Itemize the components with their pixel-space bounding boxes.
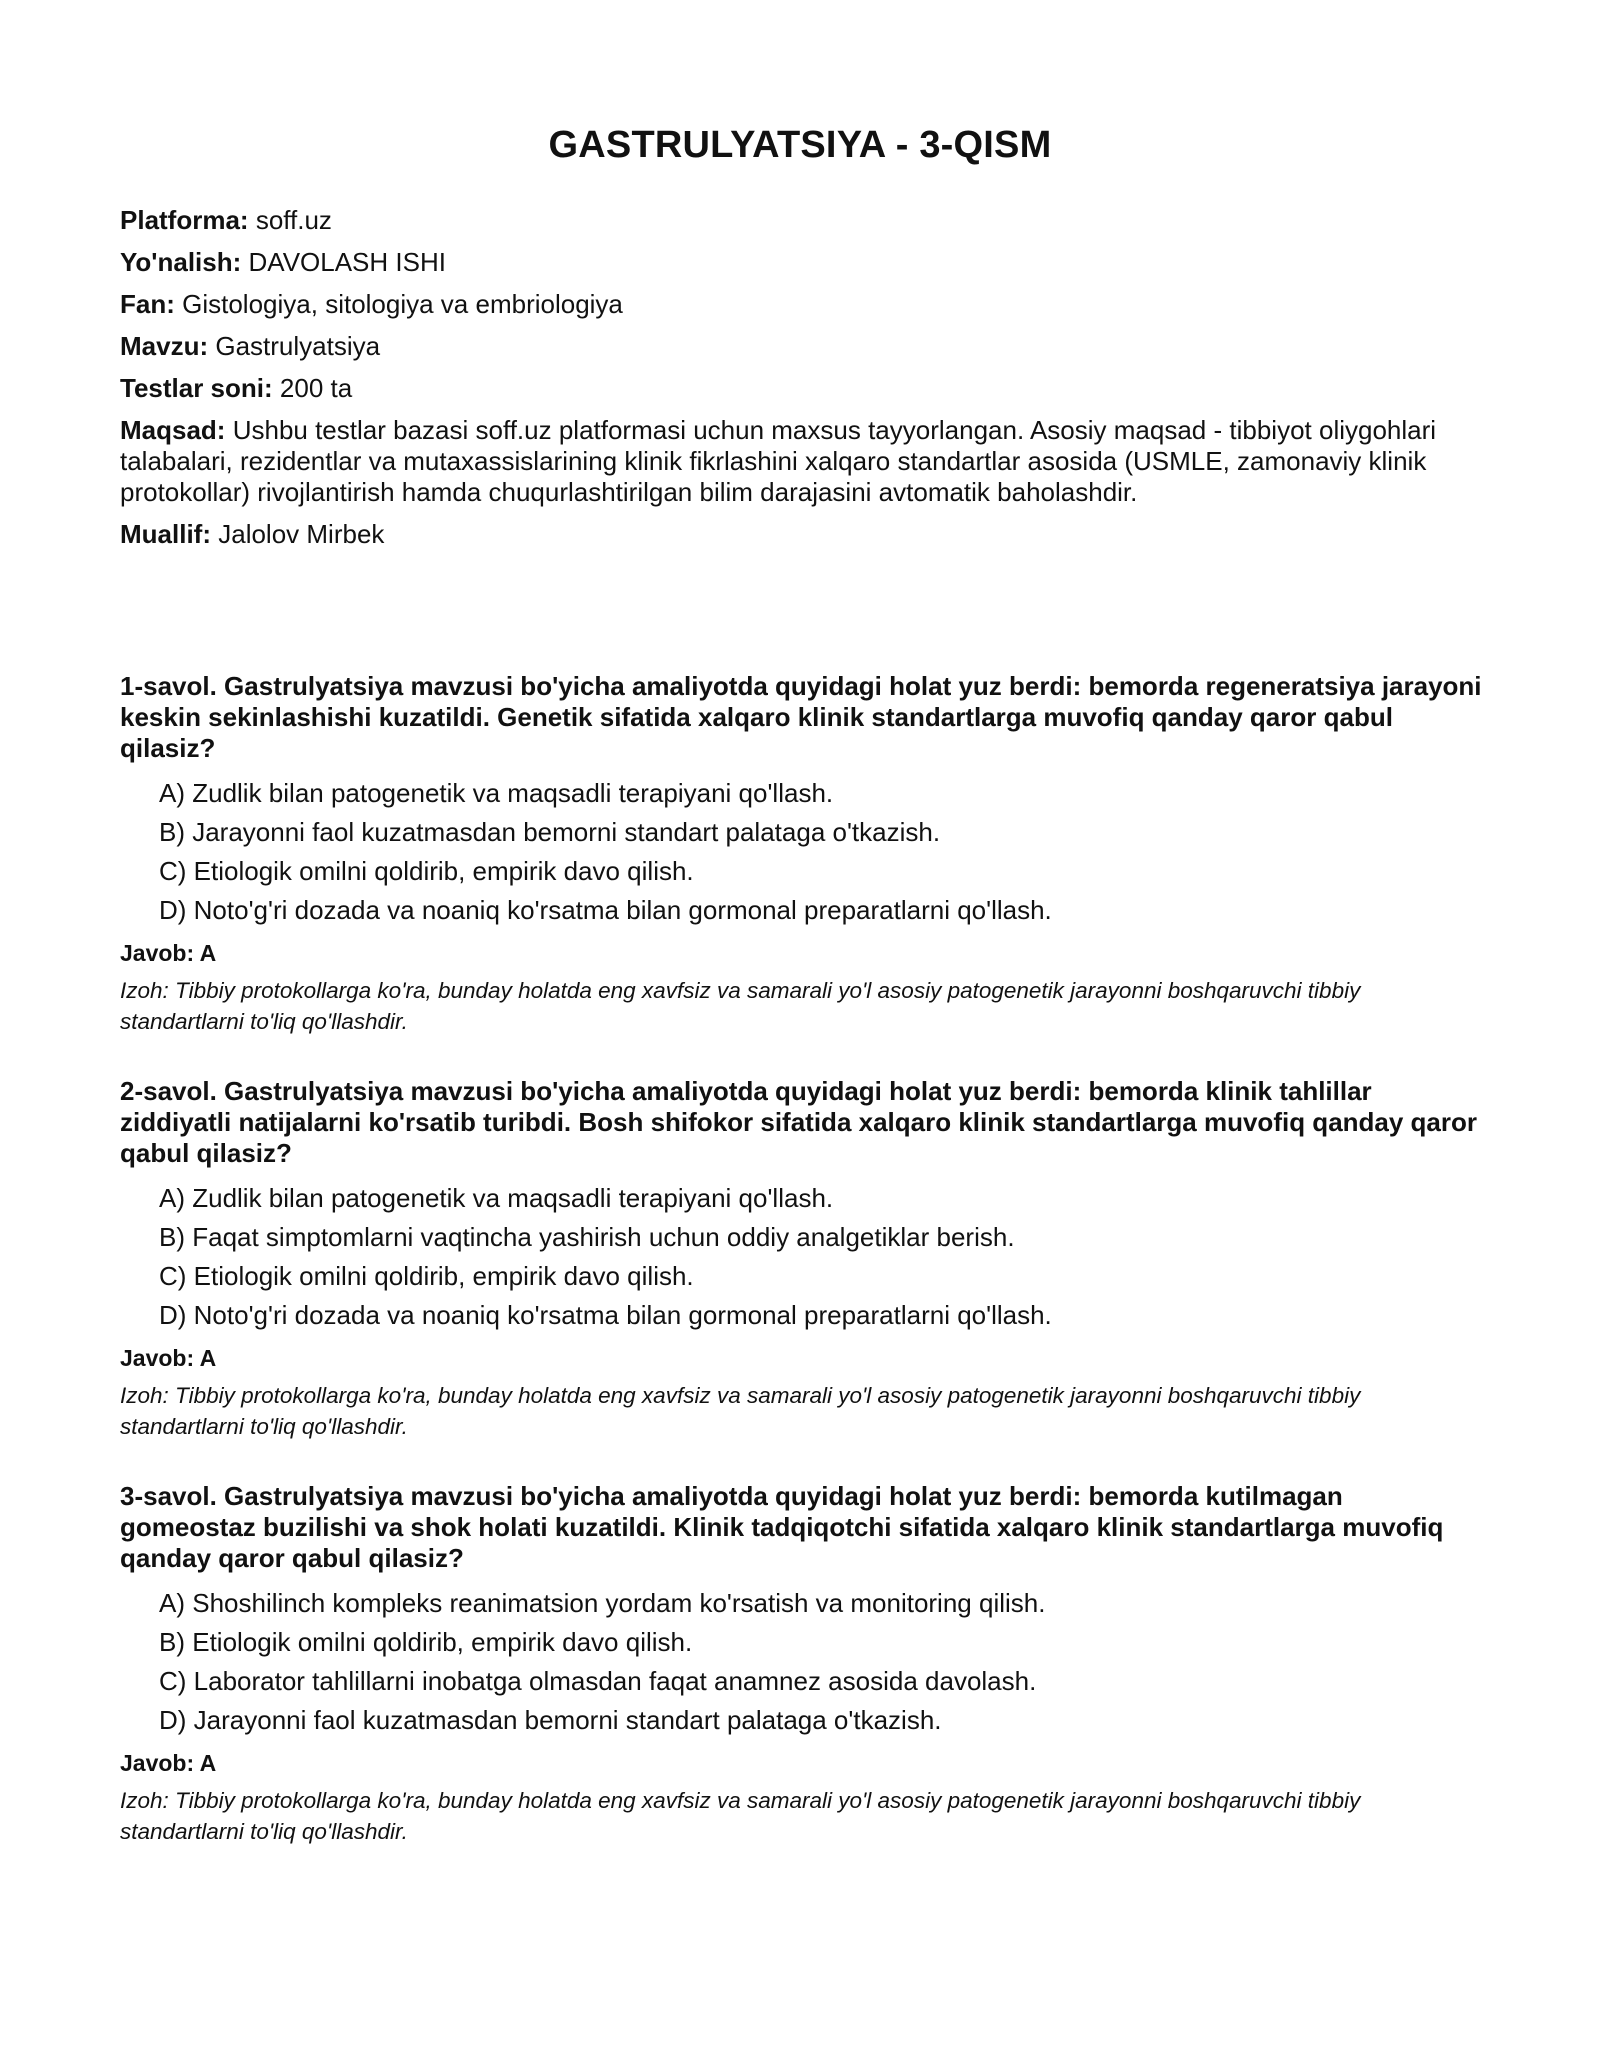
option-d: D) Noto'g'ri dozada va noaniq ko'rsatma bilan gormonal preparatlarni qo'llash. xyxy=(159,1300,1052,1330)
meta-author-label: Muallif: xyxy=(120,519,211,549)
answer-options xyxy=(120,778,1485,926)
answer-key: Javob: A xyxy=(120,1345,217,1371)
answer-key: Javob: A xyxy=(120,940,217,966)
meta-author-value: Jalolov Mirbek xyxy=(218,519,385,549)
explanation-text: Izoh: Tibbiy protokollarga ko'ra, bunday holatda eng xavfsiz va samarali yo'l asosiy patogenetik jarayonni boshqaruvchi tibbiy standartlarni to'liq qo'llashdir. xyxy=(120,1383,1361,1439)
meta-goal-value: Ushbu testlar bazasi soff.uz platformasi uchun maxsus tayyorlangan. Asosiy maqsad - tibbiyot oliygohlari talabalari, rezidentlar va mutaxassislarining klinik fikrlashini xalqaro standartlar asosida (USMLE, zamonaviy klinik protokollar) rivojlantirish hamda chuqurlashtirilgan bilim darajasini avtomatik baholashdir. xyxy=(120,415,1437,507)
question-text: 3-savol. Gastrulyatsiya mavzusi bo'yicha amaliyotda quyidagi holat yuz berdi: bemorda kutilmagan gomeostaz buzilishi va shok holati kuzatildi. Klinik tadqiqotchi sifatida xalqaro klinik standartlarga muvofiq qanday qaror qabul qilasiz? xyxy=(120,1481,1444,1573)
answer-options xyxy=(120,1183,1485,1331)
question-text: 1-savol. Gastrulyatsiya mavzusi bo'yicha amaliyotda quyidagi holat yuz berdi: bemorda regeneratsiya jarayoni keskin sekinlashishi kuzatildi. Genetik sifatida xalqaro klinik standartlarga muvofiq qanday qaror qabul qilasiz? xyxy=(120,671,1482,763)
option-b: B) Jarayonni faol kuzatmasdan bemorni standart palataga o'tkazish. xyxy=(159,817,941,847)
meta-test-count xyxy=(120,373,1485,404)
question-item xyxy=(120,671,1485,1037)
meta-platform xyxy=(120,205,1485,236)
option-b: B) Etiologik omilni qoldirib, empirik davo qilish. xyxy=(159,1627,693,1657)
page-title: GASTRULYATSIYA - 3-QISM xyxy=(548,124,1052,166)
meta-topic xyxy=(120,331,1485,362)
meta-subject xyxy=(120,289,1485,320)
option-c: C) Etiologik omilni qoldirib, empirik davo qilish. xyxy=(159,856,694,886)
question-text: 2-savol. Gastrulyatsiya mavzusi bo'yicha amaliyotda quyidagi holat yuz berdi: bemorda klinik tahlillar ziddiyatli natijalarni ko'rsatib turibdi. Bosh shifokor sifatida xalqaro klinik standartlarga muvofiq qanday qaror qabul qilasiz? xyxy=(120,1076,1478,1168)
option-a: A) Shoshilinch kompleks reanimatsion yordam ko'rsatish va monitoring qilish. xyxy=(159,1588,1046,1618)
option-a: A) Zudlik bilan patogenetik va maqsadli terapiyani qo'llash. xyxy=(159,1183,834,1213)
metadata-block xyxy=(120,205,1485,561)
meta-test-count-value: 200 ta xyxy=(279,373,353,403)
meta-direction xyxy=(120,247,1485,278)
meta-direction-label: Yo'nalish: xyxy=(120,247,242,277)
meta-subject-value: Gistologiya, sitologiya va embriologiya xyxy=(182,289,623,319)
explanation-text: Izoh: Tibbiy protokollarga ko'ra, bunday holatda eng xavfsiz va samarali yo'l asosiy patogenetik jarayonni boshqaruvchi tibbiy standartlarni to'liq qo'llashdir. xyxy=(120,978,1361,1034)
meta-goal-label: Maqsad: xyxy=(120,415,226,445)
meta-platform-label: Platforma: xyxy=(120,205,249,235)
option-d: D) Jarayonni faol kuzatmasdan bemorni standart palataga o'tkazish. xyxy=(159,1705,942,1735)
option-b: B) Faqat simptomlarni vaqtincha yashirish uchun oddiy analgetiklar berish. xyxy=(159,1222,1015,1252)
meta-author xyxy=(120,519,1485,550)
meta-goal xyxy=(120,415,1485,508)
option-c: C) Laborator tahlillarni inobatga olmasdan faqat anamnez asosida davolash. xyxy=(159,1666,1037,1696)
meta-test-count-label: Testlar soni: xyxy=(120,373,273,403)
meta-topic-label: Mavzu: xyxy=(120,331,209,361)
question-item xyxy=(120,1076,1485,1442)
questions-list xyxy=(120,671,1485,1886)
meta-topic-value: Gastrulyatsiya xyxy=(215,331,381,361)
option-a: A) Zudlik bilan patogenetik va maqsadli terapiyani qo'llash. xyxy=(159,778,834,808)
option-c: C) Etiologik omilni qoldirib, empirik davo qilish. xyxy=(159,1261,694,1291)
question-item xyxy=(120,1481,1485,1847)
answer-key: Javob: A xyxy=(120,1750,217,1776)
explanation-text: Izoh: Tibbiy protokollarga ko'ra, bunday holatda eng xavfsiz va samarali yo'l asosiy patogenetik jarayonni boshqaruvchi tibbiy standartlarni to'liq qo'llashdir. xyxy=(120,1788,1361,1844)
option-d: D) Noto'g'ri dozada va noaniq ko'rsatma bilan gormonal preparatlarni qo'llash. xyxy=(159,895,1052,925)
meta-platform-value: soff.uz xyxy=(255,205,332,235)
answer-options xyxy=(120,1588,1485,1736)
meta-subject-label: Fan: xyxy=(120,289,175,319)
meta-direction-value: DAVOLASH ISHI xyxy=(248,247,446,277)
